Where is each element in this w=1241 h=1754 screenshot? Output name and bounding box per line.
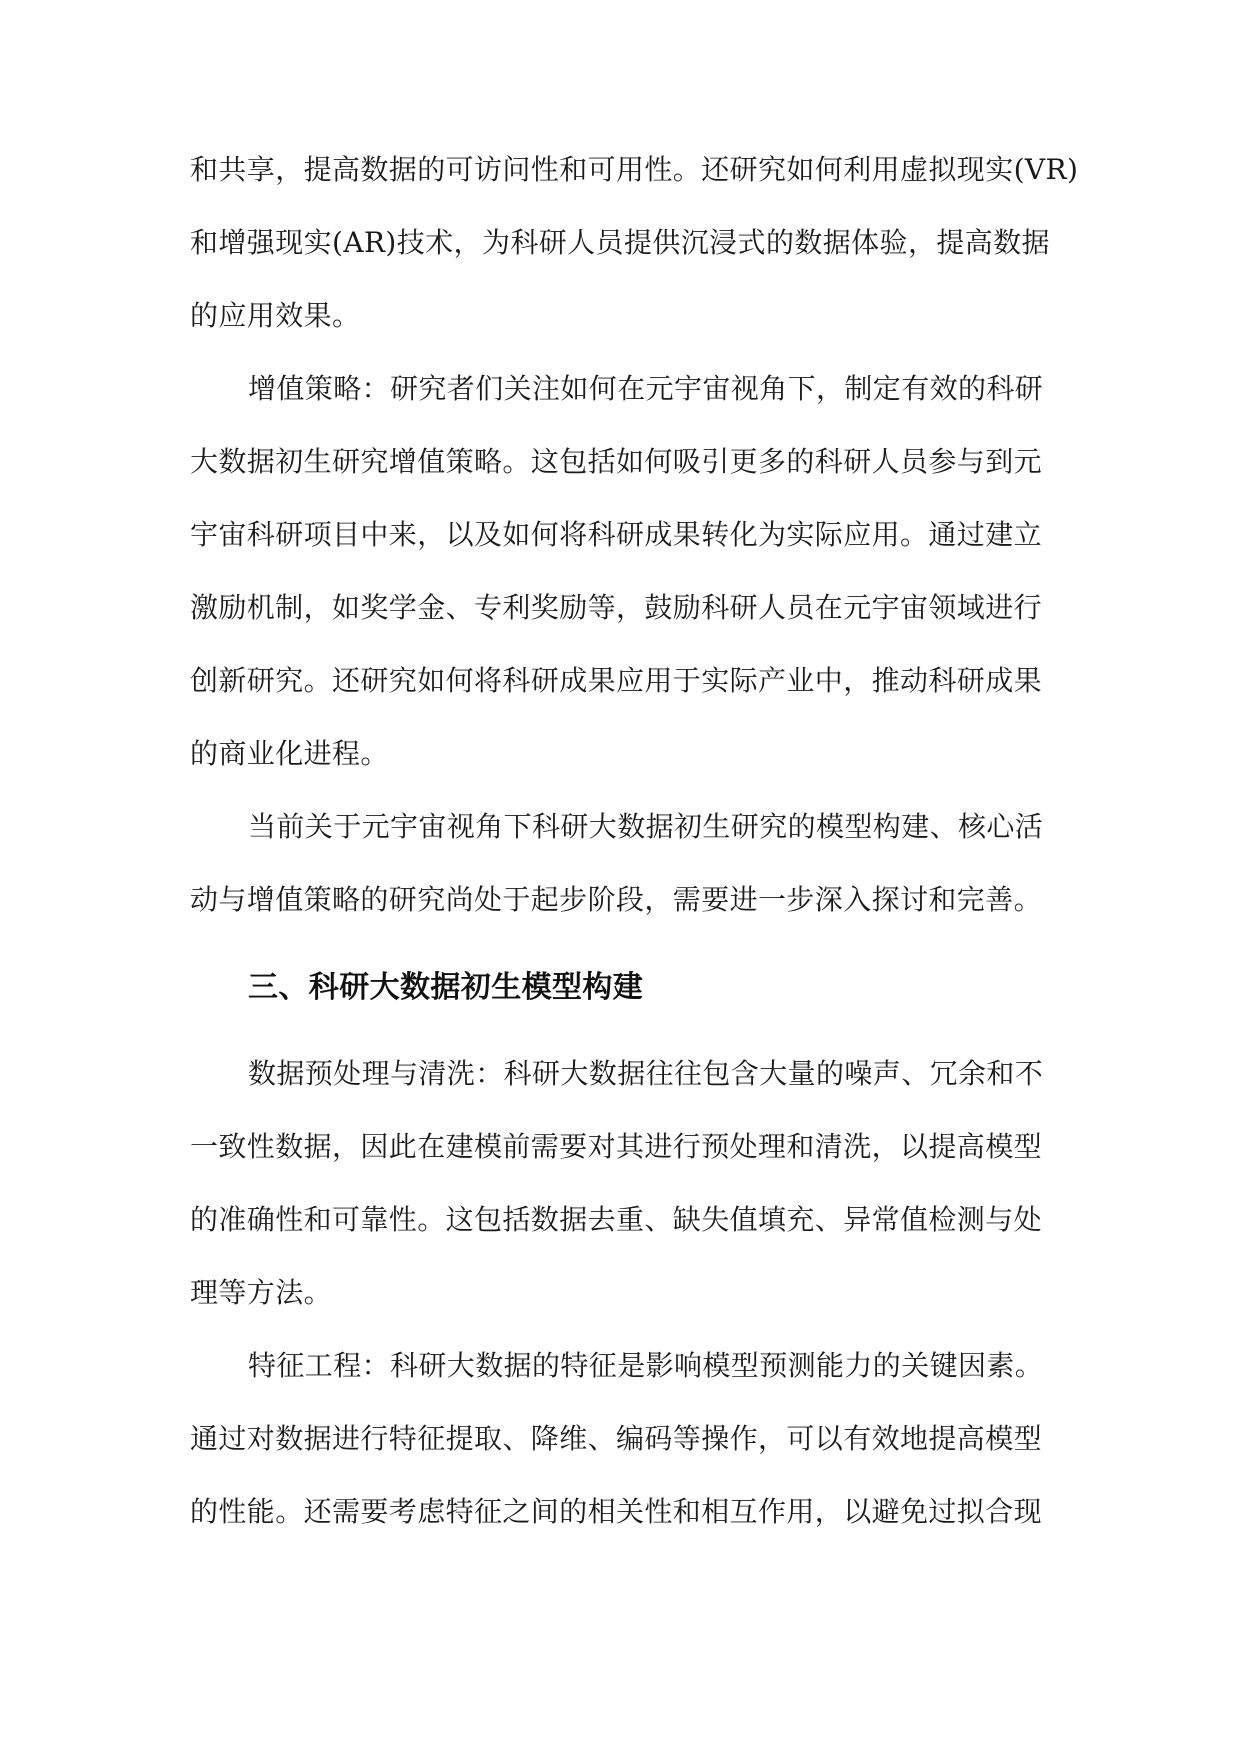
text-line: 增值策略：研究者们关注如何在元宇宙视角下，制定有效的科研: [248, 372, 1044, 405]
text-line: 数据预处理与清洗：科研大数据往往包含大量的噪声、冗余和不: [248, 1057, 1044, 1090]
text-line: 当前关于元宇宙视角下科研大数据初生研究的模型构建、核心活: [248, 810, 1044, 843]
text-line: 和共享，提高数据的可访问性和可用性。还研究如何利用虚拟现实(VR): [190, 153, 1079, 186]
text-line: 一致性数据，因此在建模前需要对其进行预处理和清洗，以提高模型: [190, 1130, 1043, 1163]
text-line: 的性能。还需要考虑特征之间的相关性和相互作用，以避免过拟合现: [190, 1495, 1043, 1528]
paragraph-value-strategy: [190, 352, 1060, 790]
document-body: [190, 133, 1079, 1548]
text-line: 宇宙科研项目中来，以及如何将科研成果转化为实际应用。通过建立: [190, 518, 1043, 551]
text-line: 特征工程：科研大数据的特征是影响模型预测能力的关键因素。: [248, 1349, 1044, 1382]
text-line: 的应用效果。: [190, 299, 361, 332]
text-line: 和增强现实(AR)技术，为科研人员提供沉浸式的数据体验，提高数据: [190, 226, 1050, 259]
paragraph-preprocessing: [190, 1037, 1060, 1329]
text-line: 动与增值策略的研究尚处于起步阶段，需要进一步深入探讨和完善。: [190, 883, 1043, 916]
text-line: 激励机制，如奖学金、专利奖励等，鼓励科研人员在元宇宙领域进行: [190, 591, 1043, 624]
text-line: 创新研究。还研究如何将科研成果应用于实际产业中，推动科研成果: [190, 664, 1043, 697]
paragraph-feature-engineering: [190, 1329, 1060, 1548]
text-line: 理等方法。: [190, 1276, 333, 1309]
paragraph-continuation: [190, 133, 1079, 352]
section-heading: 三、科研大数据初生模型构建: [248, 970, 644, 1005]
paragraph-summary: [190, 790, 1060, 936]
text-line: 大数据初生研究增值策略。这包括如何吸引更多的科研人员参与到元: [190, 445, 1043, 478]
text-line: 通过对数据进行特征提取、降维、编码等操作，可以有效地提高模型: [190, 1422, 1043, 1455]
text-line: 的商业化进程。: [190, 737, 389, 770]
text-line: 的准确性和可靠性。这包括数据去重、缺失值填充、异常值检测与处: [190, 1203, 1043, 1236]
